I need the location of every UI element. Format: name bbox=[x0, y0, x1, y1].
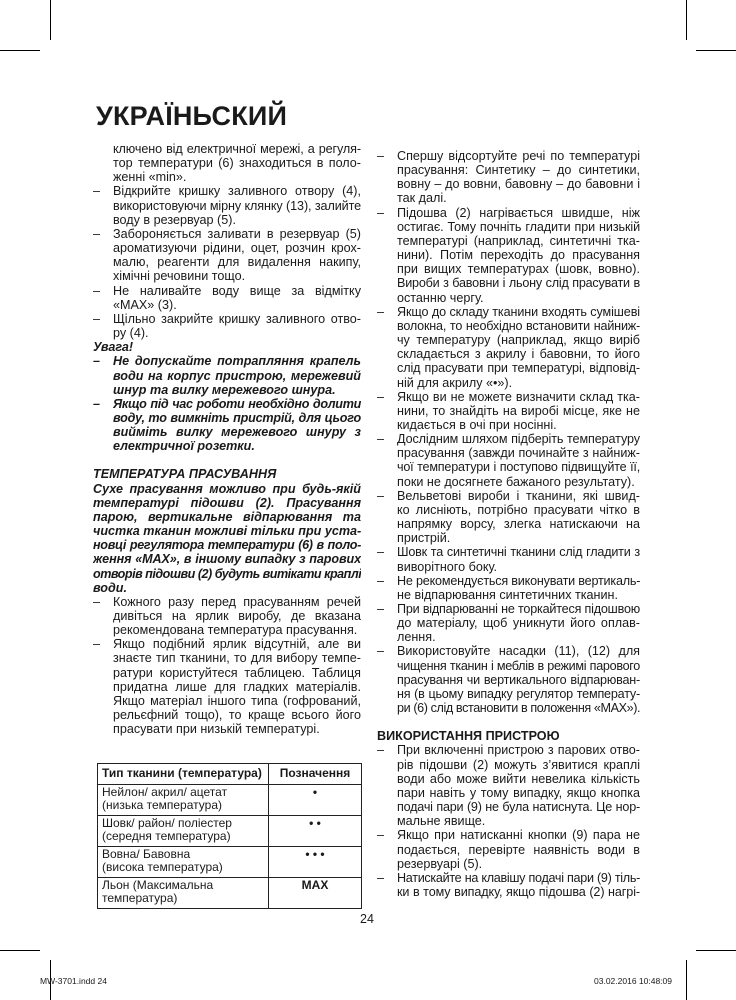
bullet-dash: – bbox=[93, 594, 101, 609]
text-line: знаєте тип тканини, то для вибору темпе- bbox=[113, 651, 361, 666]
text-line: женні «min». bbox=[113, 170, 187, 185]
text-line: кидається в очі при носінні. bbox=[397, 417, 557, 432]
text-line: Якщо при натисканні кнопки (9) пара не bbox=[397, 828, 640, 843]
list-item bbox=[93, 595, 361, 637]
text-line: чистка тканин можливі тільки при уста- bbox=[93, 524, 361, 539]
list-item bbox=[377, 828, 640, 870]
section-heading bbox=[93, 467, 361, 481]
text-line: Не рекомендується виконувати вертикаль- bbox=[397, 573, 640, 588]
text-line: Увага! bbox=[93, 340, 134, 355]
crop-mark bbox=[50, 0, 51, 40]
bullet-dash: – bbox=[377, 389, 385, 404]
list-item bbox=[377, 871, 640, 899]
text-line: ТЕМПЕРАТУРА ПРАСУВАННЯ bbox=[93, 467, 277, 482]
text-line: хімічні речовини тощо. bbox=[113, 269, 246, 284]
text-line: чої температури і поступово підвищуйте її, bbox=[397, 460, 640, 475]
text-line: При включенні пристрою з парових отво- bbox=[397, 743, 640, 758]
text-line: прасування (завжди починайте з найниж- bbox=[397, 446, 640, 461]
bullet-dash: – bbox=[377, 644, 385, 659]
bullet-dash: – bbox=[377, 149, 385, 163]
fabric-cell bbox=[98, 784, 269, 815]
bullet-dash: – bbox=[93, 637, 101, 652]
bullet-dash: – bbox=[93, 354, 101, 369]
list-item bbox=[377, 574, 640, 602]
list-item bbox=[377, 305, 640, 390]
text-line: води або може вийти невелика кількість bbox=[397, 771, 640, 786]
text-line: Щільно закрийте кришку заливного отво- bbox=[113, 311, 361, 326]
text-line: складається з акрилу і бавовни, то його bbox=[397, 347, 640, 362]
bullet-dash: – bbox=[93, 311, 101, 326]
text-line: Якщо ви не можете визначити склад тка- bbox=[397, 389, 640, 404]
bullet-dash: – bbox=[93, 396, 101, 411]
fabric-text: температура) bbox=[102, 891, 178, 905]
bullet-dash: – bbox=[377, 304, 385, 319]
footer-file: MW-3701.indd 24 bbox=[40, 976, 107, 986]
fabric-text: (низька температура) bbox=[102, 798, 222, 812]
list-item bbox=[377, 545, 640, 573]
list-item bbox=[377, 602, 640, 644]
table-header-row bbox=[98, 764, 362, 785]
text-line: ратури користуйтеся таблицею. Таблиця bbox=[113, 665, 361, 680]
text-line: подається, перевірте наявність води в bbox=[397, 842, 640, 857]
table-row bbox=[98, 877, 362, 908]
paragraph bbox=[93, 482, 361, 595]
text-line: рів підошви (2) можуть з’явитися краплі bbox=[397, 757, 640, 772]
text-line: вийміть вилку мережевого шнуру з bbox=[113, 425, 361, 440]
list-item bbox=[93, 637, 361, 736]
bullet-dash: – bbox=[377, 743, 385, 758]
text-line: резервуарі (5). bbox=[397, 856, 483, 871]
text-line: нини). Потім переходіть до прасування bbox=[397, 248, 640, 263]
text-line: Вельветові вироби і тканини, які швид- bbox=[397, 488, 640, 503]
text-line: Спершу відсортуйте речі по температурі bbox=[397, 149, 640, 163]
list-item bbox=[377, 743, 640, 828]
fabric-text: (висока температура) bbox=[102, 860, 223, 874]
list-item bbox=[377, 390, 640, 432]
text-line: Дослідним шляхом підберіть температуру bbox=[397, 432, 640, 447]
list-item bbox=[377, 149, 640, 206]
text-line: придатна лише для гладких матеріалів. bbox=[113, 679, 361, 694]
text-line: нини, то знайдіть на виробі місце, яке не bbox=[397, 403, 640, 418]
text-line: останню чергу. bbox=[397, 290, 484, 305]
paragraph bbox=[93, 340, 361, 354]
text-line: новці регулятора температури (6) в поло- bbox=[93, 538, 361, 553]
text-line: Натискайте на клавішу подачі пари (9) тіль- bbox=[397, 870, 640, 885]
text-line: електричної розетки. bbox=[113, 439, 255, 454]
text-line: ки в тому випадку, якщо підошва (2) нагрі- bbox=[397, 884, 640, 899]
text-line: Підошва (2) нагрівається швидше, ніж bbox=[397, 205, 640, 220]
fabric-text: Нейлон/ акрил/ ацетат bbox=[102, 784, 228, 799]
list-item bbox=[93, 354, 361, 396]
list-item bbox=[93, 184, 361, 226]
text-line: лення. bbox=[397, 630, 436, 645]
right-column bbox=[377, 149, 640, 899]
fabric-text: Шовк/ район/ поліестер bbox=[102, 815, 232, 830]
text-line: не відпарювання синтетичних тканин. bbox=[397, 587, 618, 602]
fabric-text: Льон (Максимальна bbox=[102, 877, 214, 892]
text-line: чищення тканин і меблів в режимі парового bbox=[397, 658, 640, 673]
text-line: вовну – до вовни, бавовну – до бавовни і bbox=[397, 177, 640, 192]
bullet-dash: – bbox=[377, 432, 385, 447]
bullet-dash: – bbox=[93, 226, 101, 241]
text-line: до матеріалу, щоб уникнути його оплав- bbox=[397, 616, 640, 631]
column-header-symbol: Позначення bbox=[269, 764, 362, 785]
list-item bbox=[377, 432, 640, 489]
text-line: рельєфний тощо), то краще всього його bbox=[113, 708, 361, 723]
fabric-cell bbox=[98, 846, 269, 877]
text-line: температурі (наприклад, синтетичні тка- bbox=[397, 233, 640, 248]
text-line: отворів підошви (2) будуть витікати краплі bbox=[93, 566, 361, 581]
fabric-text: (середня температура) bbox=[102, 829, 231, 843]
text-line: Кожного разу перед прасуванням речей bbox=[113, 594, 361, 609]
text-line: мальне явище. bbox=[397, 814, 486, 829]
text-line: Шовк та синтетичні тканини слід гладити з bbox=[397, 545, 640, 560]
bullet-dash: – bbox=[377, 602, 385, 616]
text-line: ко лисніють, потрібно прасувати чітко в bbox=[397, 502, 640, 517]
bullet-dash: – bbox=[377, 828, 385, 843]
text-line: прасувати при низькій температурі. bbox=[113, 722, 320, 737]
symbol-cell: • bbox=[269, 784, 362, 815]
list-item bbox=[93, 397, 361, 454]
text-line: використовуючи мірну клянку (13), залийте bbox=[113, 198, 361, 213]
list-item bbox=[93, 227, 361, 284]
text-line: парою, вертикальне відпарювання та bbox=[93, 509, 361, 524]
text-line: ня (в цьому випадку регулятор температу- bbox=[397, 686, 640, 701]
text-line: ароматизуючи рідини, оцет, розчин крох- bbox=[113, 241, 361, 256]
footer-datetime: 03.02.2016 10:48:09 bbox=[594, 976, 672, 986]
symbol-cell: • • bbox=[269, 815, 362, 846]
text-line: ру (4). bbox=[113, 326, 149, 341]
text-line: ри (6) слід встановити в положення «MAX»). bbox=[397, 701, 640, 716]
text-line: температурі підошви (2). Прасування bbox=[93, 495, 361, 510]
text-line: воду, то вимкніть пристрій, для цього bbox=[113, 410, 361, 425]
table-row bbox=[98, 815, 362, 846]
text-line: пристрій. bbox=[397, 531, 451, 546]
text-line: «MAX» (3). bbox=[113, 297, 177, 312]
table-row bbox=[98, 846, 362, 877]
fabric-cell bbox=[98, 877, 269, 908]
text-line: слід прасувати при температурі, відповід- bbox=[397, 361, 640, 376]
list-item bbox=[377, 644, 640, 715]
text-line: при вищих температурах (шовк, вовно). bbox=[397, 262, 640, 277]
text-line: води на корпус пристрою, мережевий bbox=[113, 368, 361, 383]
text-line: Вироби з бавовни і льону слід прасувати в bbox=[397, 276, 640, 291]
paragraph bbox=[93, 142, 361, 184]
page-title: УКРАЇНЬСКИЙ bbox=[96, 101, 288, 131]
bullet-dash: – bbox=[377, 870, 385, 885]
text-line: напрямку ворсу, злегка натискаючи на bbox=[397, 517, 640, 532]
text-line: воду в резервуар (5). bbox=[113, 212, 236, 227]
text-line: ключено від електричної мережі, а регуля- bbox=[113, 142, 361, 156]
text-line: поки не досягнете бажаного результату). bbox=[397, 474, 635, 489]
fabric-text: Вовна/ Бавовна bbox=[102, 846, 191, 861]
bullet-dash: – bbox=[377, 573, 385, 588]
text-line: шнур та вилку мережевого шнура. bbox=[113, 382, 336, 397]
fabric-cell bbox=[98, 815, 269, 846]
bullet-dash: – bbox=[93, 283, 101, 298]
crop-mark bbox=[696, 50, 736, 51]
text-line: пари навіть у тому випадку, якщо кнопка bbox=[397, 785, 640, 800]
bullet-dash: – bbox=[377, 488, 385, 503]
text-line: Забороняється заливати в резервуар (5) bbox=[113, 226, 361, 241]
text-line: подачі пари (9) не була натиснута. Це нор- bbox=[397, 800, 640, 815]
bullet-dash: – bbox=[93, 184, 101, 199]
text-line: ВИКОРИСТАННЯ ПРИСТРОЮ bbox=[377, 729, 560, 744]
symbol-cell: MAX bbox=[269, 877, 362, 908]
text-line: остигає. Тому почніть гладити при низькій bbox=[397, 219, 640, 234]
symbol-cell: • • • bbox=[269, 846, 362, 877]
crop-mark bbox=[0, 50, 40, 51]
crop-mark bbox=[696, 950, 736, 951]
crop-mark bbox=[686, 960, 687, 1000]
text-line: прасування: Синтетику – до синтетики, bbox=[397, 163, 640, 178]
text-line: тор температури (6) знаходиться в поло- bbox=[113, 156, 361, 171]
page-number: 24 bbox=[360, 912, 374, 926]
text-line: Якщо до складу тканини входять сумішеві bbox=[397, 304, 640, 319]
list-item bbox=[377, 489, 640, 546]
text-line: Використовуйте насадки (11), (12) для bbox=[397, 644, 640, 659]
text-line: Якщо подібний ярлик відсутній, але ви bbox=[113, 637, 361, 652]
text-line: чу температуру (наприклад, якщо виріб bbox=[397, 333, 640, 348]
fabric-temperature-table bbox=[97, 763, 362, 909]
text-line: виворітного боку. bbox=[397, 559, 498, 574]
table-row bbox=[98, 784, 362, 815]
column-header-fabric: Тип тканини (температура) bbox=[98, 764, 269, 785]
text-line: Не допускайте потрапляння крапель bbox=[113, 354, 361, 369]
list-item bbox=[377, 206, 640, 305]
text-line: Якщо матеріал іншого типа (гофрований, bbox=[113, 693, 361, 708]
text-line: дивіться на ярлик виробу, де вказана bbox=[113, 609, 361, 623]
text-line: так далі. bbox=[397, 191, 447, 206]
bullet-dash: – bbox=[377, 205, 385, 220]
text-line: малю, реагенти для видалення накипу, bbox=[113, 255, 361, 270]
text-line: прасування чи вертикального відпарюван- bbox=[397, 672, 640, 687]
crop-mark bbox=[0, 950, 40, 951]
text-line: Не наливайте воду вище за відмітку bbox=[113, 283, 361, 298]
list-item bbox=[93, 312, 361, 340]
text-line: При відпарюванні не торкайтеся підошвою bbox=[397, 602, 640, 616]
left-column bbox=[93, 142, 361, 736]
text-line: Відкрийте кришку заливного отвору (4), bbox=[113, 184, 361, 199]
text-line: ній для акрилу «•»). bbox=[397, 375, 513, 390]
crop-mark bbox=[686, 0, 687, 40]
text-line: Сухе прасування можливо при будь-якій bbox=[93, 481, 361, 496]
list-item bbox=[93, 284, 361, 312]
text-line: води. bbox=[93, 580, 127, 595]
section-heading bbox=[377, 729, 640, 743]
text-line: Якщо під час роботи необхідно долити bbox=[113, 396, 361, 411]
bullet-dash: – bbox=[377, 545, 385, 560]
text-line: ження «MAX», в іншому випадку з парових bbox=[93, 552, 361, 567]
text-line: волокна, то необхідно встановити найниж- bbox=[397, 318, 640, 333]
text-line: рекомендована температура прасування. bbox=[113, 623, 358, 638]
